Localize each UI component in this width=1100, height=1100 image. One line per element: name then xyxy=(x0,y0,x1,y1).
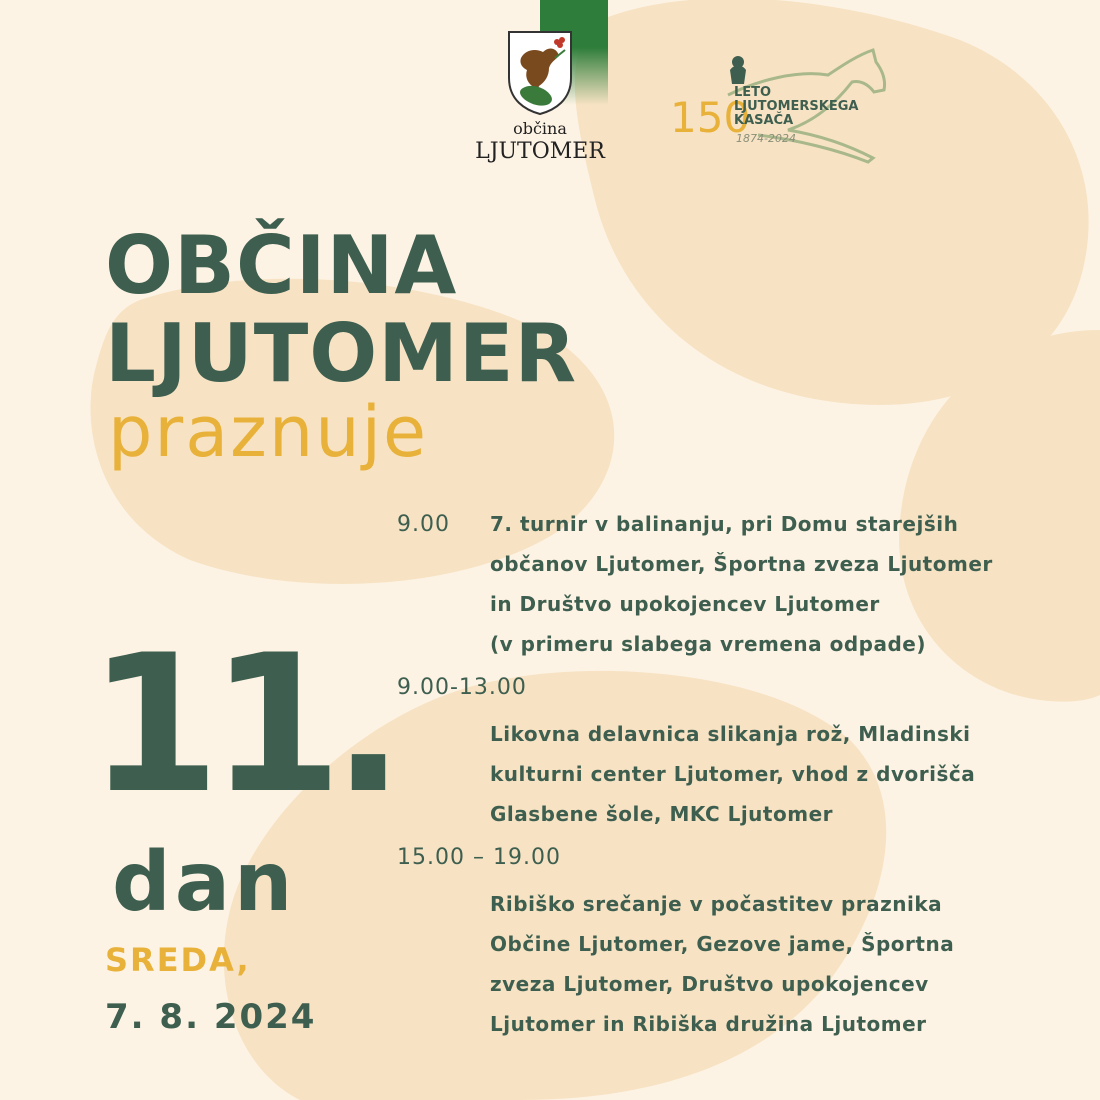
page-title xyxy=(105,219,578,400)
event-description-1 xyxy=(490,504,1050,664)
day-number: 11. xyxy=(88,614,395,835)
day-word: dan xyxy=(112,835,297,930)
event-1-line-3: in Društvo upokojencev Ljutomer xyxy=(490,592,880,616)
title-line-1: OBČINA xyxy=(105,219,458,312)
event-description-2 xyxy=(490,714,1050,834)
logo-label-small: občina xyxy=(513,119,567,138)
coat-of-arms-icon xyxy=(505,28,575,116)
event-1-line-1: 7. turnir v balinanju, pri Domu starejših xyxy=(490,512,959,536)
event-date: 7. 8. 2024 xyxy=(105,997,317,1037)
event-2-line-1: Likovna delavnica slikanja rož, Mladinski xyxy=(490,722,971,746)
event-3-line-2: Občine Ljutomer, Gezove jame, Športna xyxy=(490,932,955,956)
event-description-3 xyxy=(490,884,1050,1044)
municipality-logo-label xyxy=(455,119,625,165)
anniversary-years: 1874-2024 xyxy=(736,132,796,145)
logo-label-big: LJUTOMER xyxy=(475,139,605,164)
event-1-line-2: občanov Ljutomer, Športna zveza Ljutomer xyxy=(490,552,993,576)
event-time-2: 9.00-13.00 xyxy=(397,675,527,700)
event-1-line-4: (v primeru slabega vremena odpade) xyxy=(490,632,927,656)
anniversary-line2: LJUTOMERSKEGA xyxy=(734,99,859,114)
title-subtitle: praznuje xyxy=(108,391,429,473)
anniversary-line3: KASAČA xyxy=(734,113,794,128)
weekday: SREDA, xyxy=(105,941,251,979)
event-3-line-4: Ljutomer in Ribiška družina Ljutomer xyxy=(490,1012,927,1036)
event-time-1: 9.00 xyxy=(397,512,450,537)
anniversary-line1: LETO xyxy=(734,85,772,100)
anniversary-number: 150 xyxy=(670,93,751,142)
event-time-3: 15.00 – 19.00 xyxy=(397,845,561,870)
anniversary-logo xyxy=(668,40,898,165)
event-2-line-3: Glasbene šole, MKC Ljutomer xyxy=(490,802,833,826)
title-line-2: LJUTOMER xyxy=(105,307,578,400)
event-3-line-3: zveza Ljutomer, Društvo upokojencev xyxy=(490,972,929,996)
event-3-line-1: Ribiško srečanje v počastitev praznika xyxy=(490,892,943,916)
event-2-line-2: kulturni center Ljutomer, vhod z dvorišča xyxy=(490,762,976,786)
